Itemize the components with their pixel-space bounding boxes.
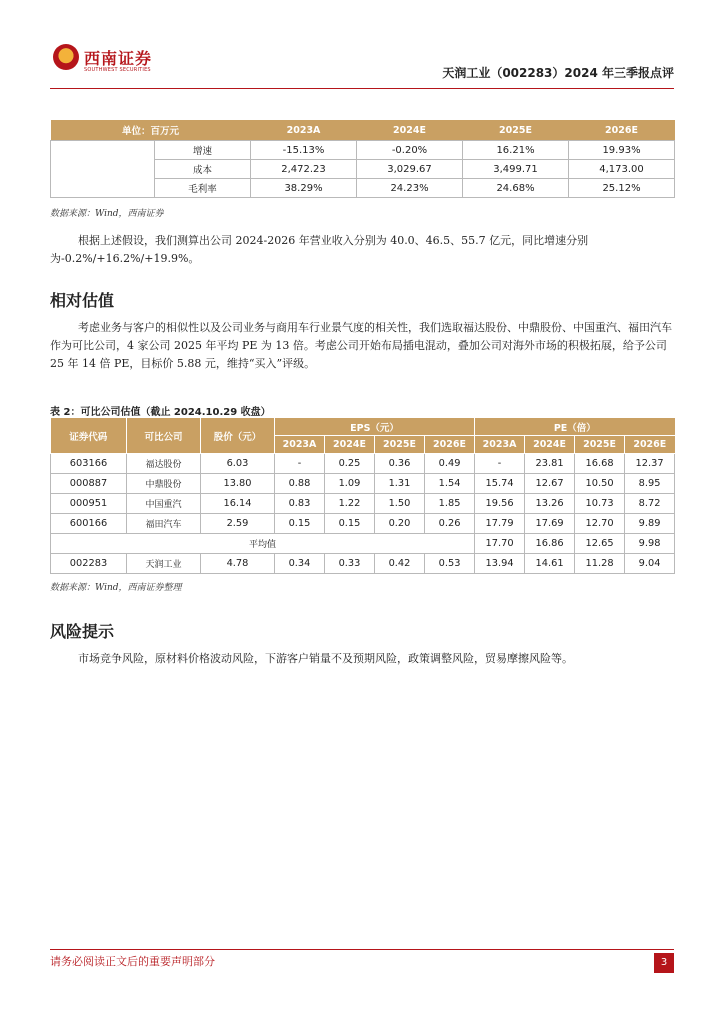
year-header: 2025E <box>375 436 425 454</box>
eps-cell: 0.49 <box>425 454 475 474</box>
pe-cell: 12.65 <box>575 534 625 554</box>
pe-cell: 13.26 <box>525 494 575 514</box>
pe-cell: 9.98 <box>625 534 675 554</box>
eps-cell: 1.22 <box>325 494 375 514</box>
table-cell: 38.29% <box>251 179 357 198</box>
pe-cell: 15.74 <box>475 474 525 494</box>
eps-cell: 1.31 <box>375 474 425 494</box>
eps-cell: 1.85 <box>425 494 475 514</box>
pe-cell: 16.68 <box>575 454 625 474</box>
year-header: 2026E <box>425 436 475 454</box>
pe-cell: - <box>475 454 525 474</box>
header-divider <box>50 88 674 89</box>
pe-cell: 10.73 <box>575 494 625 514</box>
eps-cell: 1.54 <box>425 474 475 494</box>
year-header: 2026E <box>625 436 675 454</box>
table-cell: 25.12% <box>569 179 675 198</box>
stock-code: 600166 <box>51 514 127 534</box>
pe-cell: 17.79 <box>475 514 525 534</box>
logo-chinese-name: 西南证券 <box>84 49 153 68</box>
stock-code: 000951 <box>51 494 127 514</box>
year-header: 2024E <box>525 436 575 454</box>
table-cell: 24.68% <box>463 179 569 198</box>
average-row <box>51 534 675 554</box>
table-cell: -15.13% <box>251 141 357 160</box>
table-row <box>51 141 675 160</box>
table-cell: 2,472.23 <box>251 160 357 179</box>
revenue-forecast-paragraph: 根据上述假设，我们测算出公司 2024-2026 年营业收入分别为 40.0、46.5、55.7 亿元，同比增速分别为-0.2%/+16.2%/+19.9%。 <box>50 234 589 265</box>
table-row <box>51 474 675 494</box>
pe-header: PE（倍） <box>475 418 675 436</box>
unit-header: 单位：百万元 <box>51 120 251 141</box>
average-label: 平均值 <box>51 534 475 554</box>
eps-header: EPS（元） <box>275 418 475 436</box>
pe-cell: 10.50 <box>575 474 625 494</box>
table2-source: 数据来源：Wind，西南证券整理 <box>50 583 182 593</box>
stock-price: 16.14 <box>201 494 275 514</box>
report-title: 天润工业（002283）2024 年三季报点评 <box>442 66 674 80</box>
company-name: 福达股份 <box>127 454 201 474</box>
eps-cell: 0.20 <box>375 514 425 534</box>
row-label: 成本 <box>155 160 251 179</box>
year-header: 2024E <box>325 436 375 454</box>
risk-paragraph: 市场竞争风险，原材料价格波动风险，下游客户销量不及预期风险，政策调整风险，贸易摩擦风险等。 <box>78 652 573 665</box>
pe-cell: 11.28 <box>575 554 625 574</box>
table-cell: 4,173.00 <box>569 160 675 179</box>
pe-cell: 19.56 <box>475 494 525 514</box>
eps-cell: 0.15 <box>325 514 375 534</box>
eps-cell: 1.09 <box>325 474 375 494</box>
eps-cell: 0.15 <box>275 514 325 534</box>
pe-cell: 9.04 <box>625 554 675 574</box>
eps-cell: 0.33 <box>325 554 375 574</box>
code-header: 证券代码 <box>51 418 127 454</box>
company-logo <box>50 42 160 82</box>
stock-code: 000887 <box>51 474 127 494</box>
stock-price: 2.59 <box>201 514 275 534</box>
year-header: 2025E <box>463 120 569 141</box>
pe-cell: 23.81 <box>525 454 575 474</box>
page-number: 3 <box>654 953 674 973</box>
logo-english-name: SOUTHWEST SECURITIES <box>84 67 151 73</box>
eps-cell: 0.83 <box>275 494 325 514</box>
stock-code: 002283 <box>51 554 127 574</box>
stock-price: 4.78 <box>201 554 275 574</box>
table-cell: 19.93% <box>569 141 675 160</box>
year-header: 2026E <box>569 120 675 141</box>
stock-price: 6.03 <box>201 454 275 474</box>
row-label: 增速 <box>155 141 251 160</box>
eps-cell: 0.42 <box>375 554 425 574</box>
company-name: 中国重汽 <box>127 494 201 514</box>
table-header-row <box>51 418 675 436</box>
table-row <box>51 494 675 514</box>
table-cell: 24.23% <box>357 179 463 198</box>
footer-disclaimer: 请务必阅读正文后的重要声明部分 <box>50 955 215 968</box>
table-cell: 3,029.67 <box>357 160 463 179</box>
year-header: 2024E <box>357 120 463 141</box>
table-cell: -0.20% <box>357 141 463 160</box>
row-label: 毛利率 <box>155 179 251 198</box>
table-row <box>51 454 675 474</box>
eps-cell: 0.88 <box>275 474 325 494</box>
table-cell: 16.21% <box>463 141 569 160</box>
eps-cell: - <box>275 454 325 474</box>
year-header: 2025E <box>575 436 625 454</box>
table-cell: 3,499.71 <box>463 160 569 179</box>
company-name: 福田汽车 <box>127 514 201 534</box>
pe-cell: 16.86 <box>525 534 575 554</box>
logo-emblem-icon <box>53 44 79 70</box>
pe-cell: 9.89 <box>625 514 675 534</box>
company-header: 可比公司 <box>127 418 201 454</box>
target-company-row <box>51 554 675 574</box>
pe-cell: 8.95 <box>625 474 675 494</box>
year-header: 2023A <box>275 436 325 454</box>
company-name: 天润工业 <box>127 554 201 574</box>
section-title-valuation: 相对估值 <box>50 291 115 310</box>
pe-cell: 17.69 <box>525 514 575 534</box>
pe-cell: 14.61 <box>525 554 575 574</box>
table1-source: 数据来源：Wind，西南证券 <box>50 209 164 219</box>
pe-cell: 12.70 <box>575 514 625 534</box>
forecast-table <box>50 120 675 198</box>
year-header: 2023A <box>251 120 357 141</box>
pe-cell: 13.94 <box>475 554 525 574</box>
year-header: 2023A <box>475 436 525 454</box>
table-row <box>51 514 675 534</box>
eps-cell: 0.25 <box>325 454 375 474</box>
valuation-paragraph: 考虑业务与客户的相似性以及公司业务与商用车行业景气度的相关性，我们选取福达股份、中鼎股份、中国重汽、福田汽车作为可比公司，4 家公司 2025 年平均 PE 为 13 倍。考虑公司开始布局插电混动，叠加公司对海外市场的积极拓展，给予公司 25 年 14 倍 PE，目标价 5.88 元，维持“买入”评级。 <box>50 321 672 370</box>
price-header: 股价（元） <box>201 418 275 454</box>
stock-code: 603166 <box>51 454 127 474</box>
pe-cell: 12.37 <box>625 454 675 474</box>
eps-cell: 0.53 <box>425 554 475 574</box>
comparable-valuation-table <box>50 418 675 574</box>
company-name: 中鼎股份 <box>127 474 201 494</box>
eps-cell: 1.50 <box>375 494 425 514</box>
eps-cell: 0.36 <box>375 454 425 474</box>
pe-cell: 17.70 <box>475 534 525 554</box>
page-header <box>50 38 674 88</box>
table-header-row <box>51 120 675 141</box>
pe-cell: 8.72 <box>625 494 675 514</box>
footer-divider <box>50 949 674 950</box>
eps-cell: 0.34 <box>275 554 325 574</box>
eps-cell: 0.26 <box>425 514 475 534</box>
stock-price: 13.80 <box>201 474 275 494</box>
segment-cell <box>51 141 155 198</box>
section-title-risk: 风险提示 <box>50 622 115 641</box>
table2-caption: 表 2：可比公司估值（截止 2024.10.29 收盘） <box>50 407 271 418</box>
pe-cell: 12.67 <box>525 474 575 494</box>
